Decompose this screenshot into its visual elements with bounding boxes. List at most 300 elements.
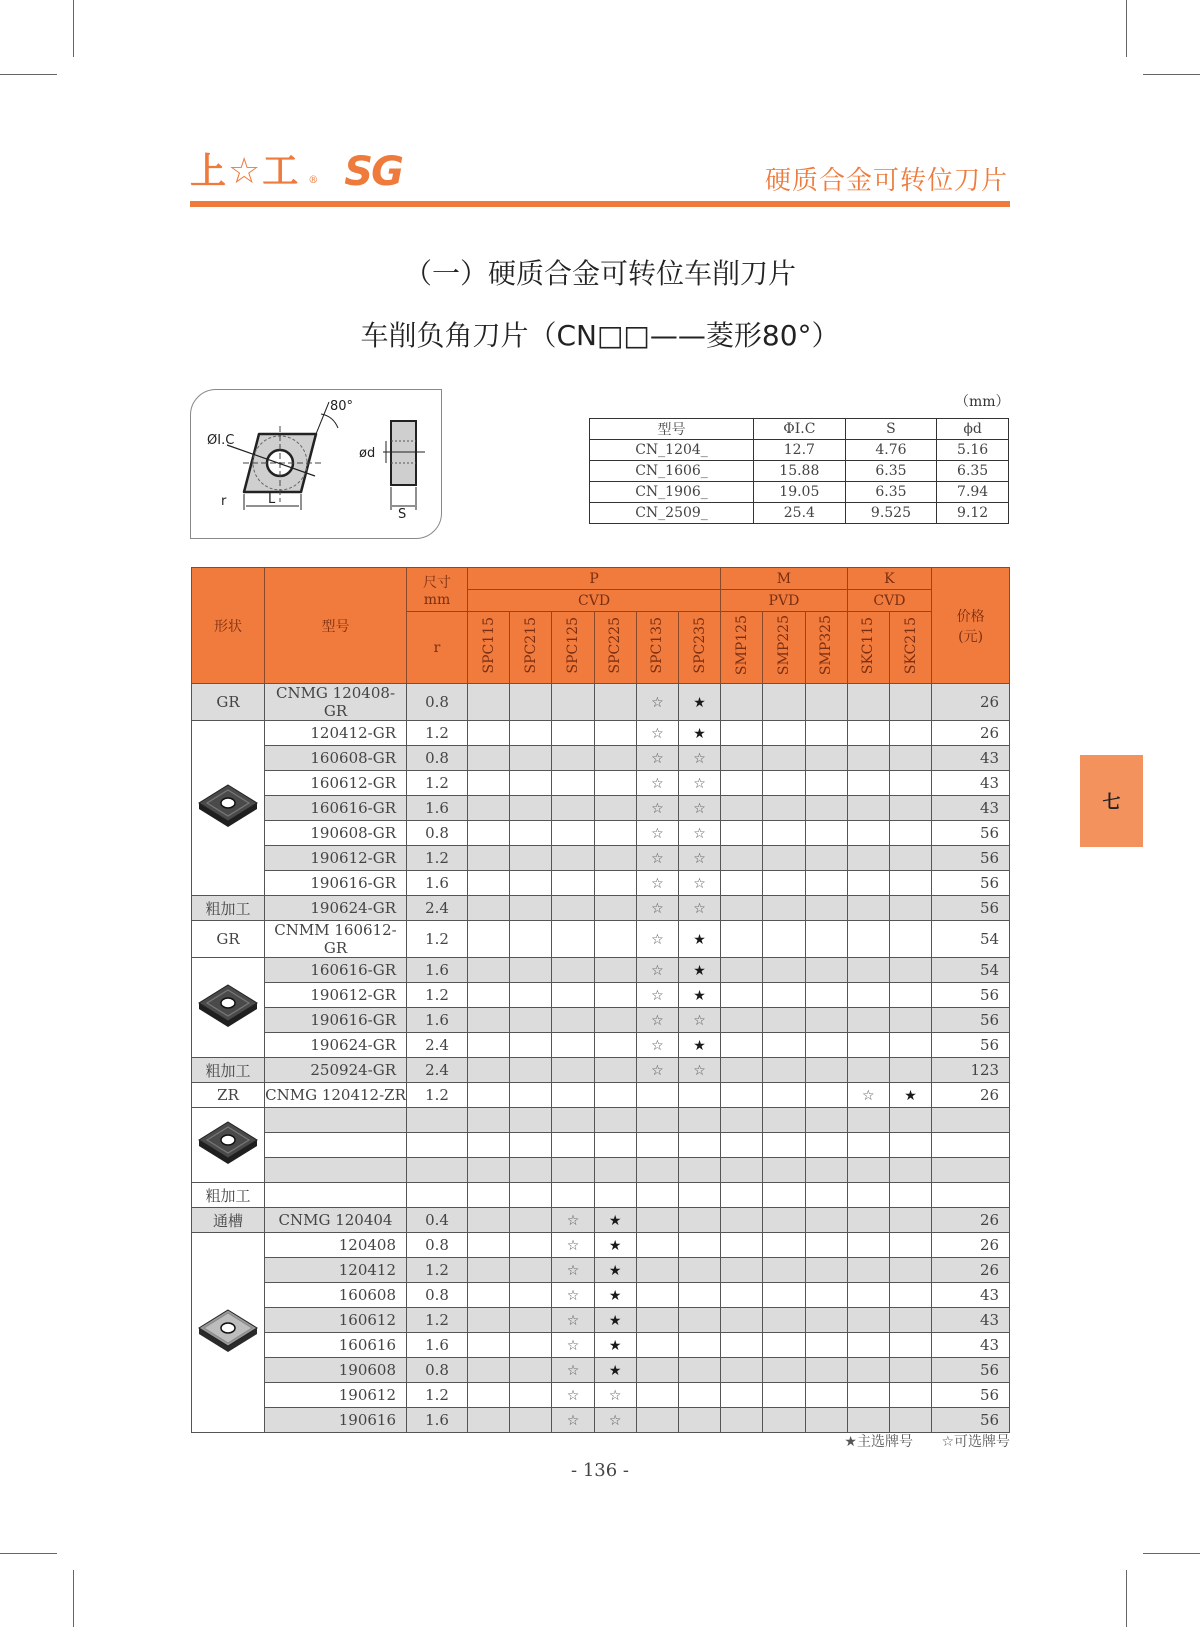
open-star-icon: ☆ <box>862 1088 875 1104</box>
grade-cell <box>763 821 805 846</box>
grade-cell <box>763 1333 805 1358</box>
grade-cell <box>552 1108 594 1133</box>
grade-cell <box>552 983 594 1008</box>
open-star-icon: ☆ <box>693 901 706 917</box>
grade-cell <box>594 1208 636 1233</box>
model-cell: 160616-GR <box>265 796 407 821</box>
model-cell: 190608-GR <box>265 821 407 846</box>
grade-cell <box>721 846 763 871</box>
grade-cell <box>847 846 889 871</box>
grade-cell <box>847 796 889 821</box>
size-unit-label: mm <box>423 591 451 608</box>
price-cell: 56 <box>932 1358 1010 1383</box>
table-row <box>192 1208 1010 1233</box>
grade-cell <box>594 821 636 846</box>
model-cell <box>265 1108 407 1133</box>
dim-col-header: ϕd <box>937 419 1009 440</box>
filled-star-icon: ★ <box>608 1213 622 1229</box>
grade-cell <box>763 771 805 796</box>
grade-cell <box>847 921 889 958</box>
cnmm-gr-insert-icon <box>197 1017 259 1035</box>
grade-cell <box>636 1008 678 1033</box>
open-star-icon: ☆ <box>566 1363 580 1379</box>
price-cell: 26 <box>932 684 1010 721</box>
grade-cell <box>763 1133 805 1158</box>
grade-cell <box>721 896 763 921</box>
open-star-icon: ☆ <box>566 1288 580 1304</box>
radius-cell: 1.6 <box>407 871 468 896</box>
grade-cell <box>678 1133 720 1158</box>
grade-cell <box>763 1108 805 1133</box>
grade-cell <box>510 896 552 921</box>
grade-cell <box>805 921 847 958</box>
grade-cell <box>847 1058 889 1083</box>
grade-cell <box>805 1133 847 1158</box>
price-cell: 43 <box>932 1283 1010 1308</box>
model-cell: 190624-GR <box>265 896 407 921</box>
grade-cell <box>805 1208 847 1233</box>
open-star-icon: ☆ <box>651 801 664 817</box>
grade-cell <box>805 771 847 796</box>
grade-cell <box>805 983 847 1008</box>
grade-cell <box>594 871 636 896</box>
open-star-icon: ☆ <box>651 751 664 767</box>
grade-cell <box>763 871 805 896</box>
open-star-icon: ☆ <box>566 1238 580 1254</box>
grade-cell <box>805 1033 847 1058</box>
grade-cell <box>721 1058 763 1083</box>
grade-cell <box>763 1208 805 1233</box>
grade-cell <box>763 1308 805 1333</box>
grade-cell <box>636 1158 678 1183</box>
grade-cell <box>468 796 510 821</box>
grade-cell <box>468 1083 510 1108</box>
svg-text:S: S <box>398 507 407 522</box>
grade-cell <box>889 1058 931 1083</box>
grade-cell <box>847 1258 889 1283</box>
grade-cell <box>468 1358 510 1383</box>
grade-cell <box>805 684 847 721</box>
grade-cell <box>721 1358 763 1383</box>
price-cell: 54 <box>932 958 1010 983</box>
grade-cell <box>847 958 889 983</box>
grade-cell <box>847 1333 889 1358</box>
dim-cell: 7.94 <box>937 482 1009 503</box>
dim-cell: 12.7 <box>754 440 846 461</box>
grade-cell <box>594 1158 636 1183</box>
filled-star-icon: ★ <box>693 726 706 742</box>
dim-cell: 9.12 <box>937 503 1009 524</box>
grade-cell <box>636 821 678 846</box>
radius-cell: 0.8 <box>407 746 468 771</box>
grade-cell <box>847 983 889 1008</box>
model-cell: 160616-GR <box>265 958 407 983</box>
grade-cell <box>889 921 931 958</box>
grade-cell <box>847 684 889 721</box>
grade-cell <box>594 958 636 983</box>
grade-cell <box>552 958 594 983</box>
grade-cell <box>594 1133 636 1158</box>
open-star-icon: ☆ <box>651 695 664 711</box>
radius-cell: 1.6 <box>407 958 468 983</box>
shape-image-cell <box>192 958 265 1058</box>
grade-cell <box>805 746 847 771</box>
grade-cell <box>805 821 847 846</box>
table-row <box>192 1058 1010 1083</box>
filled-star-icon: ★ <box>693 963 706 979</box>
grade-cell <box>468 1408 510 1433</box>
grade-cell <box>636 1183 678 1208</box>
grade-cell <box>763 684 805 721</box>
grade-cell <box>889 983 931 1008</box>
model-cell: 190616 <box>265 1408 407 1433</box>
table-row <box>192 746 1010 771</box>
dim-cell: CN_2509_ <box>590 503 754 524</box>
shape-label-top: GR <box>192 684 265 721</box>
grade-cell <box>847 1108 889 1133</box>
grade-cell <box>763 796 805 821</box>
grade-cell <box>805 1308 847 1333</box>
grade-cell <box>847 1133 889 1158</box>
grade-cell <box>763 983 805 1008</box>
crop-mark <box>1126 0 1127 57</box>
grade-header-spc225 <box>594 612 636 684</box>
grade-cell <box>594 1258 636 1283</box>
grade-cell <box>889 1283 931 1308</box>
radius-cell: 1.2 <box>407 983 468 1008</box>
model-cell: 160612-GR <box>265 771 407 796</box>
grade-cell <box>636 1358 678 1383</box>
grade-cell <box>678 1208 720 1233</box>
grade-cell <box>468 983 510 1008</box>
price-cell: 56 <box>932 871 1010 896</box>
grade-cell <box>552 1283 594 1308</box>
model-cell <box>265 1158 407 1183</box>
grade-cell <box>847 771 889 796</box>
grade-label: SPC115 <box>480 617 497 674</box>
shape-label-top: GR <box>192 921 265 958</box>
grade-cell <box>510 1108 552 1133</box>
cnmg-gr-insert-icon <box>197 817 259 835</box>
radius-cell: 0.8 <box>407 1283 468 1308</box>
grade-cell <box>805 796 847 821</box>
table-row <box>192 771 1010 796</box>
grade-cell <box>636 746 678 771</box>
grade-cell <box>805 1408 847 1433</box>
grade-cell <box>678 958 720 983</box>
grade-cell <box>636 896 678 921</box>
radius-cell: 1.2 <box>407 721 468 746</box>
col-header-r: r <box>407 612 468 684</box>
grade-cell <box>847 1158 889 1183</box>
open-star-icon: ☆ <box>693 801 706 817</box>
grade-cell <box>678 721 720 746</box>
rhombic-insert-drawing-icon <box>191 390 441 538</box>
grade-header-smp125 <box>721 612 763 684</box>
grade-cell <box>889 846 931 871</box>
table-row <box>192 983 1010 1008</box>
grade-cell <box>721 1258 763 1283</box>
grade-cell <box>805 1058 847 1083</box>
grade-cell <box>552 896 594 921</box>
price-unit-label: (元) <box>958 628 984 645</box>
grade-cell <box>763 1258 805 1283</box>
price-cell: 43 <box>932 746 1010 771</box>
table-row <box>192 846 1010 871</box>
grade-label: SKC115 <box>860 616 877 675</box>
grade-header-spc215 <box>510 612 552 684</box>
open-star-icon: ☆ <box>608 1413 622 1429</box>
grade-cell <box>594 1358 636 1383</box>
grade-cell <box>889 1258 931 1283</box>
grade-cell <box>763 846 805 871</box>
grade-cell <box>468 846 510 871</box>
unit-label: （mm） <box>955 394 1010 410</box>
grade-header-spc125 <box>552 612 594 684</box>
grade-cell <box>552 1058 594 1083</box>
grade-cell <box>678 746 720 771</box>
open-star-icon: ☆ <box>651 963 664 979</box>
grade-cell <box>847 1308 889 1333</box>
grade-cell <box>721 1083 763 1108</box>
grade-cell <box>594 1383 636 1408</box>
grade-cell <box>636 1383 678 1408</box>
grade-label: SPC225 <box>607 617 624 674</box>
grade-cell <box>721 1158 763 1183</box>
table-row <box>192 958 1010 983</box>
grade-cell <box>763 896 805 921</box>
open-star-icon: ☆ <box>608 1388 622 1404</box>
grade-cell <box>889 1233 931 1258</box>
grade-cell <box>636 1233 678 1258</box>
dim-col-header: ΦI.C <box>754 419 846 440</box>
grade-cell <box>763 1083 805 1108</box>
grade-cell <box>678 1158 720 1183</box>
col-header-size <box>407 568 468 612</box>
grade-cell <box>468 921 510 958</box>
radius-cell: 0.8 <box>407 821 468 846</box>
open-star-icon: ☆ <box>566 1313 580 1329</box>
price-cell <box>932 1158 1010 1183</box>
chapter-tab: 七 <box>1080 755 1143 847</box>
model-cell: 190616-GR <box>265 871 407 896</box>
price-cell: 56 <box>932 1008 1010 1033</box>
price-cell: 123 <box>932 1058 1010 1083</box>
open-star-icon: ☆ <box>566 1213 580 1229</box>
shape-label-top: 通槽 <box>192 1208 265 1233</box>
grade-cell <box>552 746 594 771</box>
grade-cell <box>510 1083 552 1108</box>
page-title: （一）硬质合金可转位车削刀片 <box>403 257 796 290</box>
price-cell: 26 <box>932 721 1010 746</box>
grade-cell <box>636 796 678 821</box>
radius-cell: 2.4 <box>407 1033 468 1058</box>
table-row <box>192 1183 1010 1208</box>
grade-cell <box>468 896 510 921</box>
grade-cell <box>510 1333 552 1358</box>
grade-cell <box>468 684 510 721</box>
shape-label-top: ZR <box>192 1083 265 1108</box>
grade-cell <box>468 1383 510 1408</box>
grade-cell <box>763 1033 805 1058</box>
open-star-icon: ☆ <box>566 1388 580 1404</box>
open-star-icon: ☆ <box>566 1413 580 1429</box>
grade-cell <box>636 1408 678 1433</box>
grade-cell <box>510 771 552 796</box>
grade-cell <box>678 796 720 821</box>
legend-optional: ☆可选牌号 <box>941 1434 1010 1450</box>
grade-cell <box>594 921 636 958</box>
grade-cell <box>510 1058 552 1083</box>
grade-label: SMP325 <box>818 615 835 676</box>
model-cell: 190612 <box>265 1383 407 1408</box>
product-table <box>191 567 1010 1433</box>
grade-cell <box>468 1008 510 1033</box>
grade-header-skc215 <box>889 612 931 684</box>
grade-cell <box>889 746 931 771</box>
svg-text:L: L <box>268 492 276 507</box>
price-cell <box>932 1108 1010 1133</box>
grade-cell <box>594 896 636 921</box>
table-row <box>192 1408 1010 1433</box>
filled-star-icon: ★ <box>608 1363 622 1379</box>
grade-cell <box>763 958 805 983</box>
model-cell: CNMG 120404 <box>265 1208 407 1233</box>
dim-cell: 5.16 <box>937 440 1009 461</box>
shape-image-cell <box>192 721 265 896</box>
grade-cell <box>805 1183 847 1208</box>
grade-cell <box>510 1233 552 1258</box>
grade-cell <box>721 821 763 846</box>
table-row <box>192 1133 1010 1158</box>
radius-cell: 0.8 <box>407 1358 468 1383</box>
grade-cell <box>805 1233 847 1258</box>
grade-cell <box>594 1233 636 1258</box>
grade-cell <box>847 1358 889 1383</box>
dim-cell: 6.35 <box>845 461 937 482</box>
svg-text:ød: ød <box>359 446 376 461</box>
shape-image-cell <box>192 1233 265 1433</box>
grade-cell <box>552 1133 594 1158</box>
grade-cell <box>594 1283 636 1308</box>
open-star-icon: ☆ <box>693 826 706 842</box>
model-cell: CNMG 120408-GR <box>265 684 407 721</box>
grade-cell <box>468 1033 510 1058</box>
grade-cell <box>889 958 931 983</box>
grade-cell <box>594 1308 636 1333</box>
grade-cell <box>889 721 931 746</box>
grade-cell <box>552 871 594 896</box>
grade-cell <box>552 1083 594 1108</box>
grade-cell <box>805 958 847 983</box>
grade-cell <box>847 1383 889 1408</box>
grade-cell <box>678 1308 720 1333</box>
table-row <box>192 1383 1010 1408</box>
grade-cell <box>510 958 552 983</box>
radius-cell: 1.2 <box>407 1308 468 1333</box>
grade-label: SMP125 <box>733 615 750 676</box>
open-star-icon: ☆ <box>651 851 664 867</box>
grade-cell <box>678 1108 720 1133</box>
price-cell: 43 <box>932 1333 1010 1358</box>
grade-cell <box>889 1158 931 1183</box>
radius-cell: 1.6 <box>407 1008 468 1033</box>
grade-cell <box>552 721 594 746</box>
model-cell: CNMM 160612-GR <box>265 921 407 958</box>
grade-cell <box>510 871 552 896</box>
grade-cell <box>678 684 720 721</box>
grade-cell <box>721 1208 763 1233</box>
model-cell: 120408 <box>265 1233 407 1258</box>
grade-cell <box>721 746 763 771</box>
grade-cell <box>678 1033 720 1058</box>
dim-cell: 6.35 <box>937 461 1009 482</box>
grade-cell <box>510 1208 552 1233</box>
grade-cell <box>594 771 636 796</box>
svg-text:r: r <box>221 494 227 509</box>
grade-cell <box>510 1133 552 1158</box>
grade-cell <box>468 746 510 771</box>
grade-header-skc115 <box>847 612 889 684</box>
grade-cell <box>636 1308 678 1333</box>
grade-cell <box>678 1233 720 1258</box>
grade-cell <box>468 721 510 746</box>
grade-cell <box>889 896 931 921</box>
grade-cell <box>847 1283 889 1308</box>
shape-label-bottom: 粗加工 <box>192 1183 265 1208</box>
grade-cell <box>468 1183 510 1208</box>
model-cell: 250924-GR <box>265 1058 407 1083</box>
model-cell: 160608-GR <box>265 746 407 771</box>
grade-cell <box>678 896 720 921</box>
grade-cell <box>847 1408 889 1433</box>
grade-cell <box>678 1383 720 1408</box>
table-row <box>192 1083 1010 1108</box>
dim-table-row <box>590 503 1009 524</box>
grade-cell <box>721 1183 763 1208</box>
grade-cell <box>763 1233 805 1258</box>
grade-cell <box>552 684 594 721</box>
grade-cell <box>552 1358 594 1383</box>
grade-cell <box>678 1008 720 1033</box>
radius-cell: 0.8 <box>407 1233 468 1258</box>
page-subtitle: 车削负角刀片（CN□□——菱形80°） <box>360 319 840 352</box>
grade-cell <box>721 1108 763 1133</box>
insert-dimension-diagram <box>190 389 442 539</box>
price-label: 价格 <box>956 608 985 625</box>
price-cell: 26 <box>932 1233 1010 1258</box>
model-cell: 120412 <box>265 1258 407 1283</box>
filled-star-icon: ★ <box>608 1288 622 1304</box>
grade-cell <box>636 1283 678 1308</box>
dim-col-header: 型号 <box>590 419 754 440</box>
grade-cell <box>510 721 552 746</box>
grade-cell <box>889 1308 931 1333</box>
grade-cell <box>594 721 636 746</box>
grade-cell <box>763 1183 805 1208</box>
open-star-icon: ☆ <box>693 776 706 792</box>
grade-cell <box>552 921 594 958</box>
radius-cell: 1.6 <box>407 1408 468 1433</box>
grade-cell <box>510 746 552 771</box>
cnmg-flat-insert-icon <box>197 1342 259 1360</box>
grade-cell <box>805 1258 847 1283</box>
grade-cell <box>552 1308 594 1333</box>
open-star-icon: ☆ <box>651 901 664 917</box>
price-cell: 26 <box>932 1208 1010 1233</box>
model-cell: 190608 <box>265 1358 407 1383</box>
grade-cell <box>805 1358 847 1383</box>
